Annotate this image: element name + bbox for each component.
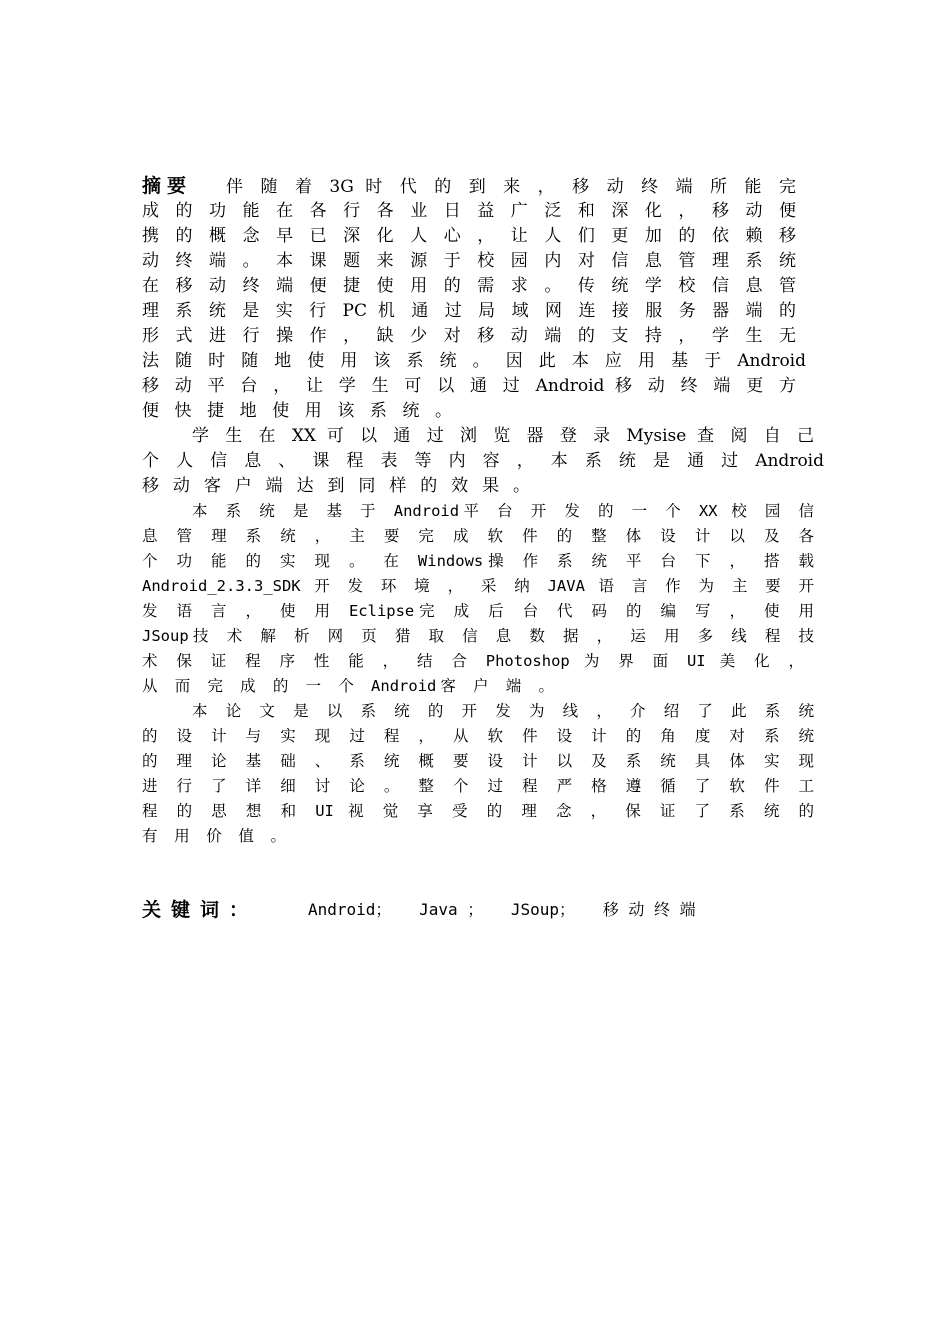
keywords-label: 关键词： xyxy=(142,899,259,921)
abstract-line: 便 快 捷 地 使 用 该 系 统 。 xyxy=(142,401,452,421)
abstract-line: 息 管 理 系 统 ， 主 要 完 成 软 件 的 整 体 设 计 以 及 各 xyxy=(142,527,814,545)
abstract-line: 携 的 概 念 早 已 深 化 人 心 ， 让 人 们 更 加 的 依 赖 移 xyxy=(142,226,796,246)
abstract-line: 移 动 平 台 ， 让 学 生 可 以 通 过 Android 移 动 终 端 更 方 xyxy=(142,376,796,396)
abstract-line: 的 设 计 与 实 现 过 程 ， 从 软 件 设 计 的 角 度 对 系 统 xyxy=(142,727,814,745)
abstract-line: 动 终 端 。 本 课 题 来 源 于 校 园 内 对 信 息 管 理 系 统 xyxy=(142,251,796,271)
abstract-line: 进 行 了 详 细 讨 论 。 整 个 过 程 严 格 遵 循 了 软 件 工 xyxy=(142,777,814,795)
keywords-list xyxy=(308,896,714,924)
keyword-item: JSoup； xyxy=(510,900,576,919)
abstract-line: 术 保 证 程 序 性 能 ， 结 合 Photoshop 为 界 面 UI 美 化 ， xyxy=(142,652,804,670)
abstract-line-1 xyxy=(142,174,796,199)
abstract-heading: 摘要 xyxy=(142,175,193,197)
abstract-line: 个 人 信 息 、 课 程 表 等 内 容 ， 本 系 统 是 通 过 Android xyxy=(142,451,824,471)
abstract-line: 从 而 完 成 的 一 个 Android客 户 端 。 xyxy=(142,677,554,695)
abstract-line: 程 的 思 想 和 UI 视 觉 享 受 的 理 念 ， 保 证 了 系 统 的 xyxy=(142,802,815,820)
abstract-line: 形 式 进 行 操 作 ， 缺 少 对 移 动 端 的 支 持 ， 学 生 无 xyxy=(142,326,796,346)
keyword-item: 移 动 终 端 xyxy=(602,900,696,919)
abstract-line: 发 语 言 ， 使 用 Eclipse完 成 后 台 代 码 的 编 写 ， 使 用 xyxy=(142,602,814,620)
abstract-line: 个 功 能 的 实 现 。 在 Windows操 作 系 统 平 台 下 ， 搭 载 xyxy=(142,552,814,570)
abstract-line: 有 用 价 值 。 xyxy=(142,827,286,845)
abstract-line: 理 系 统 是 实 行 PC 机 通 过 局 域 网 连 接 服 务 器 端 的 xyxy=(142,301,796,321)
abstract-line: 在 移 动 终 端 便 捷 使 用 的 需 求 。 传 统 学 校 信 息 管 xyxy=(142,276,796,296)
keyword-item: Java ； xyxy=(419,900,484,919)
abstract-line: Android_2.3.3_SDK 开 发 环 境 ， 采 纳 JAVA 语 言 作 为 主 要 开 xyxy=(142,577,814,595)
abstract-line: 学 生 在 XX 可 以 通 过 浏 览 器 登 录 Mysise 查 阅 自 己 xyxy=(192,426,814,446)
abstract-line: JSoup技 术 解 析 网 页 猎 取 信 息 数 据 ， 运 用 多 线 程 技 xyxy=(142,627,814,645)
abstract-line: 移 动 客 户 端 达 到 同 样 的 效 果 。 xyxy=(142,476,530,496)
abstract-line: 本 论 文 是 以 系 统 的 开 发 为 线 ， 介 绍 了 此 系 统 xyxy=(192,702,814,720)
abstract-line: 本 系 统 是 基 于 Android平 台 开 发 的 一 个 XX 校 园 信 xyxy=(192,502,814,520)
abstract-line: 法 随 时 随 地 使 用 该 系 统 。 因 此 本 应 用 基 于 Android xyxy=(142,351,806,371)
abstract-line: 的 理 论 基 础 、 系 统 概 要 设 计 以 及 系 统 具 体 实 现 xyxy=(142,752,814,770)
keyword-item: Android； xyxy=(308,900,392,919)
abstract-line: 成 的 功 能 在 各 行 各 业 日 益 广 泛 和 深 化 ， 移 动 便 xyxy=(142,201,796,221)
abstract-text: 伴 随 着 3G 时 代 的 到 来 ， 移 动 终 端 所 能 完 xyxy=(226,177,796,197)
